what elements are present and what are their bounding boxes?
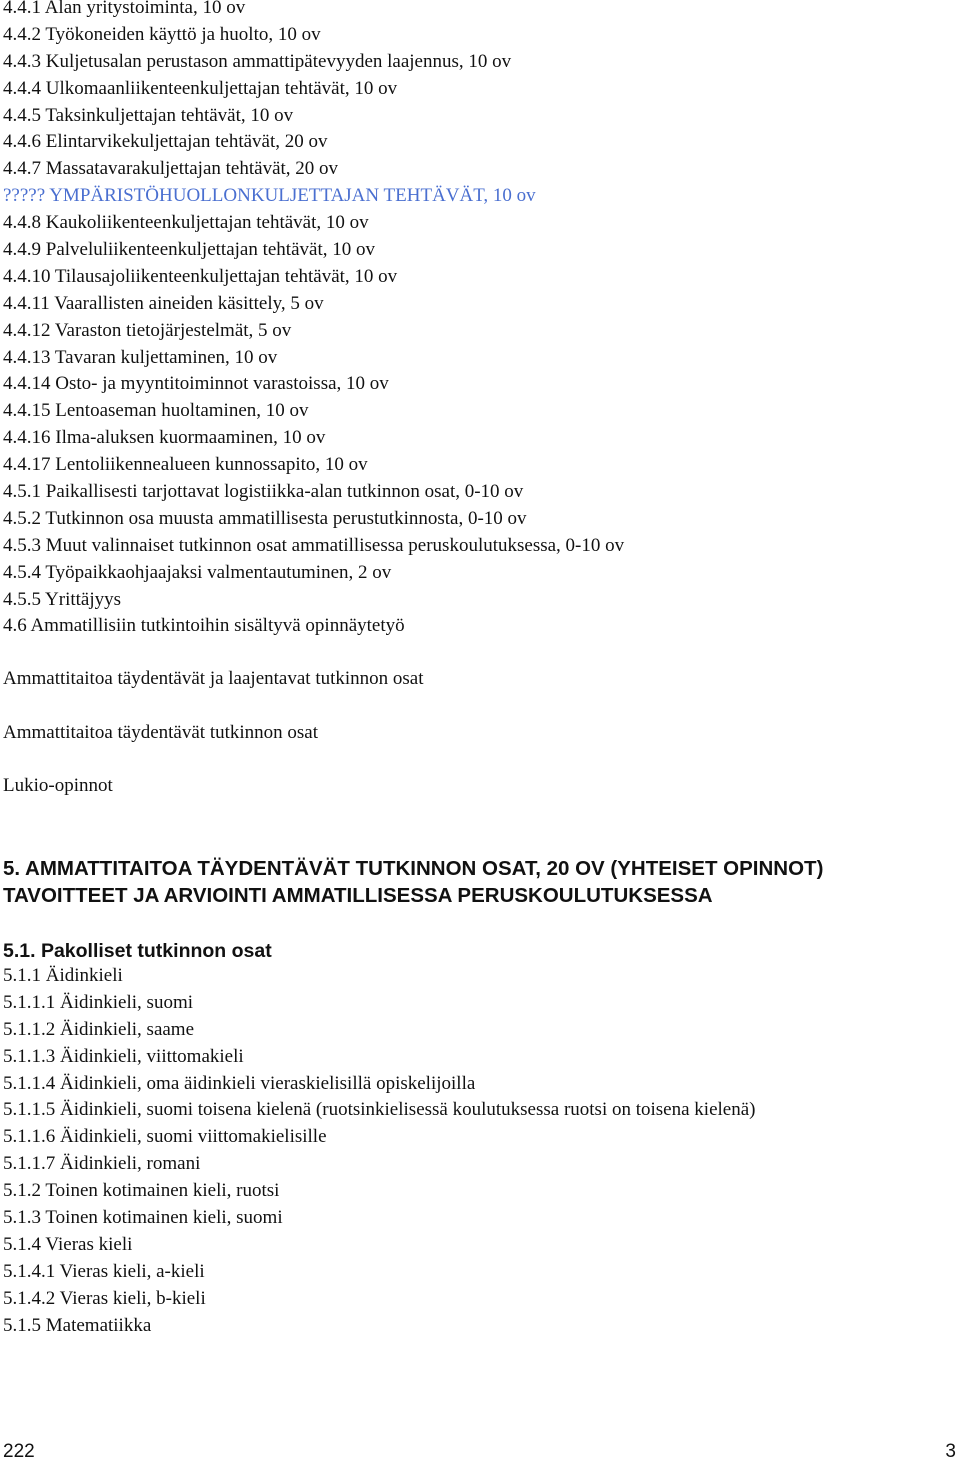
footer-number-left: 222 [3,1441,35,1462]
list-item[interactable]: 5.1.1.3 Äidinkieli, viittomakieli [3,1045,244,1067]
toc-entry[interactable]: 4.5.1 Paikallisesti tarjottavat logistiikka-alan tutkinnon osat, 0-10 ov [3,481,524,503]
list-item[interactable]: 5.1.3 Toinen kotimainen kieli, suomi [3,1207,283,1229]
toc-entry[interactable]: 4.4.6 Elintarvikekuljettajan tehtävät, 20 ov [3,131,328,153]
toc-entry[interactable]: 4.6 Ammatillisiin tutkintoihin sisältyvä opinnäytetyö [3,615,405,637]
list-item[interactable]: 5.1.1.5 Äidinkieli, suomi toisena kielenä (ruotsinkielisessä koulutuksessa ruotsi on toisena kielenä) [3,1099,756,1121]
heading-ammattitaitoa-laajentavat: Ammattitaitoa täydentävät ja laajentavat tutkinnon osat [3,668,424,689]
toc-entry[interactable]: 4.4.4 Ulkomaanliikenteenkuljettajan tehtävät, 10 ov [3,77,398,99]
list-item[interactable]: 5.1.4 Vieras kieli [3,1233,133,1255]
heading-ammattitaitoa: Ammattitaitoa täydentävät tutkinnon osat [3,722,319,743]
section-5-1-title: 5.1. Pakolliset tutkinnon osat [3,940,272,962]
toc-entry[interactable]: 4.4.3 Kuljetusalan perustason ammattipätevyyden laajennus, 10 ov [3,50,512,72]
list-item[interactable]: 5.1.1.4 Äidinkieli, oma äidinkieli vieraskielisillä opiskelijoilla [3,1072,476,1094]
toc-entry[interactable]: 4.4.16 Ilma-aluksen kuormaaminen, 10 ov [3,427,326,449]
toc-entry[interactable]: 4.5.2 Tutkinnon osa muusta ammatillisesta perustutkinnosta, 0-10 ov [3,507,527,529]
toc-entry[interactable]: 4.5.3 Muut valinnaiset tutkinnon osat ammatillisessa peruskoulutuksessa, 0-10 ov [3,534,625,556]
toc-entry-highlighted[interactable]: ????? YMPÄRISTÖHUOLLONKULJETTAJAN TEHTÄVÄT, 10 ov [3,185,536,207]
toc-entry[interactable]: 4.4.5 Taksinkuljettajan tehtävät, 10 ov [3,104,294,126]
list-item[interactable]: 5.1.1 Äidinkieli [3,965,123,986]
list-item[interactable]: 5.1.5 Matematiikka [3,1314,152,1336]
toc-entry[interactable]: 4.4.7 Massatavarakuljettajan tehtävät, 20 ov [3,158,339,180]
toc-entry[interactable]: 4.4.10 Tilausajoliikenteenkuljettajan tehtävät, 10 ov [3,265,398,287]
toc-entry[interactable]: 4.4.12 Varaston tietojärjestelmät, 5 ov [3,319,292,341]
toc-entry[interactable]: 4.4.1 Alan yritystoiminta, 10 ov [3,0,246,18]
toc-entry[interactable]: 4.4.11 Vaarallisten aineiden käsittely, 5 ov [3,292,324,314]
list-item[interactable]: 5.1.1.1 Äidinkieli, suomi [3,991,193,1013]
list-item[interactable]: 5.1.2 Toinen kotimainen kieli, ruotsi [3,1180,280,1202]
list-item[interactable]: 5.1.1.2 Äidinkieli, saame [3,1018,195,1040]
toc-entry[interactable]: 4.4.17 Lentoliikennealueen kunnossapito, 10 ov [3,454,368,476]
toc-entry[interactable]: 4.4.15 Lentoaseman huoltaminen, 10 ov [3,400,309,422]
table-of-contents [3,0,953,640]
toc-entry[interactable]: 4.5.5 Yrittäjyys [3,588,122,610]
section-5-1-list [3,963,953,1339]
heading-lukio-opinnot: Lukio-opinnot [3,775,113,796]
list-item[interactable]: 5.1.1.7 Äidinkieli, romani [3,1153,201,1175]
section-5-title: 5. AMMATTITAITOA TÄYDENTÄVÄT TUTKINNON OSAT, 20 OV (YHTEISET OPINNOT) TAVOITTEET JA ARVIOINTI AMMATILLISESSA PERUSKOULUTUKSESSA [3,857,824,907]
toc-entry[interactable]: 4.4.14 Osto- ja myyntitoiminnot varastoissa, 10 ov [3,373,389,395]
toc-entry[interactable]: 4.5.4 Työpaikkaohjaajaksi valmentautuminen, 2 ov [3,561,392,583]
toc-entry[interactable]: 4.4.9 Palveluliikenteenkuljettajan tehtävät, 10 ov [3,239,375,261]
toc-entry[interactable]: 4.4.13 Tavaran kuljettaminen, 10 ov [3,346,278,368]
list-item[interactable]: 5.1.4.2 Vieras kieli, b-kieli [3,1287,206,1309]
toc-entry[interactable]: 4.4.2 Työkoneiden käyttö ja huolto, 10 ov [3,23,321,45]
list-item[interactable]: 5.1.4.1 Vieras kieli, a-kieli [3,1260,205,1282]
page-number: 3 [945,1441,956,1462]
toc-entry[interactable]: 4.4.8 Kaukoliikenteenkuljettajan tehtävät, 10 ov [3,212,369,234]
list-item[interactable]: 5.1.1.6 Äidinkieli, suomi viittomakielisille [3,1126,327,1148]
